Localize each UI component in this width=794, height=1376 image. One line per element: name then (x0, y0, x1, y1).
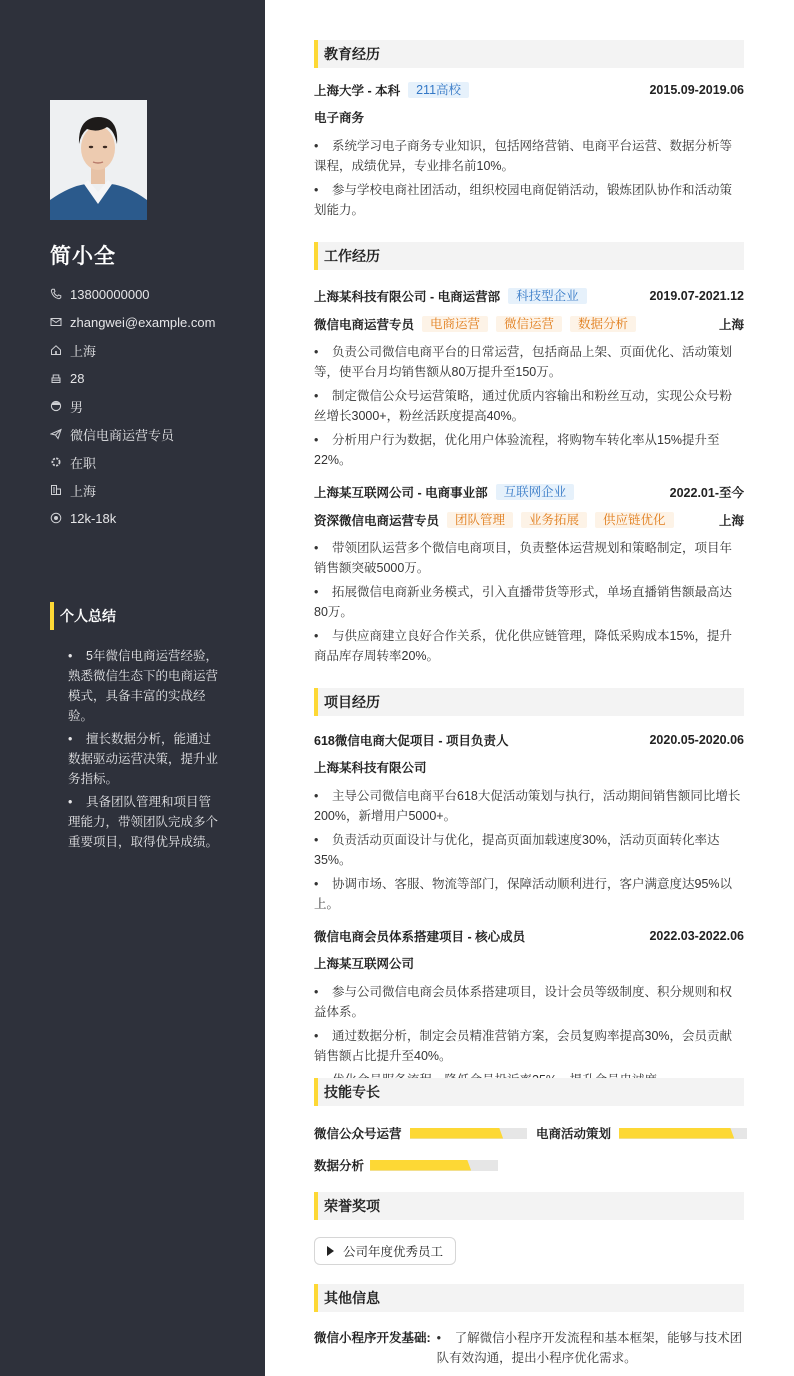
contact-status (50, 448, 215, 476)
skill-tag: 业务拓展 (521, 512, 587, 528)
candidate-name: 简小全 (50, 245, 116, 268)
bullet-item: • 与供应商建立良好合作关系，优化供应链管理，降低采购成本15%，提升商品库存周转率20%。 (314, 626, 744, 666)
skill-tag: 团队管理 (447, 512, 513, 528)
skill-bar (370, 1160, 498, 1171)
salary-icon (50, 512, 62, 524)
project-name: 微信电商会员体系搭建项目 - 核心成员 (314, 930, 526, 944)
contact-list (50, 280, 215, 532)
bullet-item: • 了解微信小程序开发流程和基本框架，能够与技术团队有效沟通，提出小程序优化需求。 (437, 1328, 744, 1368)
contact-value: 28 (70, 370, 85, 386)
contact-value: zhangwei@example.com (70, 314, 216, 330)
contact-value: 上海 (70, 483, 97, 499)
sidebar (0, 0, 265, 1376)
age-icon (50, 372, 62, 384)
project-company: 上海某互联网公司 (314, 957, 415, 971)
main-content (314, 40, 744, 1094)
project-entry (314, 730, 744, 914)
project-name: 618微信电商大促项目 - 项目负责人 (314, 734, 509, 748)
building-icon (50, 484, 62, 496)
job-bullets (314, 538, 744, 666)
contact-value: 上海 (70, 343, 97, 359)
skill-bar-fill (370, 1160, 471, 1171)
summary-list (68, 646, 218, 855)
project-header-row (314, 730, 744, 750)
education-period: 2015.09-2019.06 (649, 83, 744, 97)
contact-gender (50, 392, 215, 420)
contact-value: 13800000000 (70, 286, 150, 302)
education-section (314, 40, 744, 220)
company-name: 上海某科技有限公司 - 电商运营部 (314, 290, 501, 304)
skill-bar (410, 1128, 527, 1139)
project-header-row (314, 926, 744, 946)
contact-position (50, 420, 215, 448)
project-bullets (314, 786, 744, 914)
projects-section (314, 688, 744, 1090)
skill-bar-fill (410, 1128, 504, 1139)
avatar (50, 100, 147, 220)
summary-heading: 个人总结 (50, 602, 116, 630)
job-role: 资深微信电商运营专员 (314, 514, 440, 528)
contact-value: 微信电商运营专员 (70, 427, 175, 443)
skill-tag: 微信运营 (496, 316, 562, 332)
bullet-item: • 负责公司微信电商平台的日常运营，包括商品上架、页面优化、活动策划等，使平台月均销售额从80万提升至150万。 (314, 342, 744, 382)
company-name: 上海某互联网公司 - 电商事业部 (314, 486, 488, 500)
job-role-row (314, 510, 744, 530)
bullet-item: • 主导公司微信电商平台618大促活动策划与执行，活动期间销售额同比增长200%，新增用户5000+。 (314, 786, 744, 826)
section-heading: 教育经历 (314, 40, 744, 68)
company-tag: 科技型企业 (508, 288, 587, 304)
other-info-row (314, 1328, 744, 1372)
job-location: 上海 (718, 318, 744, 332)
skill-tag: 电商运营 (422, 316, 488, 332)
school-name: 上海大学 - 本科 (314, 84, 401, 98)
skill-tag: 供应链优化 (595, 512, 674, 528)
home-icon (50, 344, 62, 356)
skill-tag: 数据分析 (570, 316, 636, 332)
company-tag: 互联网企业 (496, 484, 575, 500)
contact-phone (50, 280, 215, 308)
bullet-item: • 参与公司微信电商会员体系搭建项目，设计会员等级制度、积分规则和权益体系。 (314, 982, 744, 1022)
section-heading: 项目经历 (314, 688, 744, 716)
contact-value: 男 (70, 399, 84, 415)
bullet-item: • 系统学习电子商务专业知识，包括网络营销、电商平台运营、数据分析等课程，成绩优异，专业排名前10%。 (314, 136, 744, 176)
major: 电子商务 (314, 111, 365, 125)
contact-salary (50, 504, 215, 532)
project-entry (314, 926, 744, 1090)
triangle-right-icon (327, 1246, 334, 1256)
school-tag: 211高校 (408, 82, 469, 98)
phone-icon (50, 288, 62, 300)
contact-value: 在职 (70, 455, 97, 471)
education-bullets (314, 136, 744, 220)
skills-heading: 技能专长 (314, 1078, 744, 1106)
bullet-item: • 参与学校电商社团活动，组织校园电商促销活动，锻炼团队协作和活动策划能力。 (314, 180, 744, 220)
job-entry (314, 286, 744, 470)
contact-email (50, 308, 215, 336)
contact-age (50, 364, 215, 392)
bullet-item: • 负责活动页面设计与优化，提高页面加载速度30%，活动页面转化率达35%。 (314, 830, 744, 870)
contact-value: 12k-18k (70, 510, 117, 526)
contact-home (50, 336, 215, 364)
project-company: 上海某科技有限公司 (314, 761, 427, 775)
skill-name: 数据分析 (314, 1159, 365, 1173)
bullet-item: • 带领团队运营多个微信电商项目，负责整体运营规划和策略制定，项目年销售额突破5000万。 (314, 538, 744, 578)
skill-item (314, 1124, 527, 1142)
skill-name: 电商活动策划 (536, 1127, 612, 1141)
work-section (314, 242, 744, 666)
other-heading: 其他信息 (314, 1284, 744, 1312)
job-period: 2022.01-至今 (669, 486, 744, 500)
skill-item (314, 1156, 498, 1174)
award-badge (314, 1237, 456, 1265)
education-header-row (314, 80, 744, 100)
award-label: 公司年度优秀员工 (343, 1245, 444, 1259)
skill-item (536, 1124, 747, 1142)
summary-item: • 擅长数据分析，能通过数据驱动运营决策，提升业务指标。 (68, 729, 218, 789)
contact-city (50, 476, 215, 504)
job-bullets (314, 342, 744, 470)
job-location: 上海 (718, 514, 744, 528)
bullet-item: • 制定微信公众号运营策略，通过优质内容输出和粉丝互动，实现公众号粉丝增长3000+，粉丝活跃度提高40%。 (314, 386, 744, 426)
summary-item: • 5年微信电商运营经验，熟悉微信生态下的电商运营模式，具备丰富的实战经验。 (68, 646, 218, 726)
mail-icon (50, 316, 62, 328)
job-role: 微信电商运营专员 (314, 318, 415, 332)
summary-item: • 具备团队管理和项目管理能力，带领团队完成多个重要项目，取得优异成绩。 (68, 792, 218, 852)
job-entry (314, 482, 744, 666)
bullet-item: • 通过数据分析，制定会员精准营销方案，会员复购率提高30%，会员贡献销售额占比提升至40%。 (314, 1026, 744, 1066)
project-period: 2020.05-2020.06 (649, 733, 744, 747)
portrait-photo (50, 100, 147, 220)
project-period: 2022.03-2022.06 (649, 929, 744, 943)
section-heading: 工作经历 (314, 242, 744, 270)
status-icon (50, 456, 62, 468)
bullet-item: • 协调市场、客服、物流等部门，保障活动顺利进行，客户满意度达95%以上。 (314, 874, 744, 914)
skill-bar (619, 1128, 747, 1139)
job-header-row (314, 286, 744, 306)
job-role-row (314, 314, 744, 334)
bullet-item: • 拓展微信电商新业务模式，引入直播带货等形式，单场直播销售额最高达80万。 (314, 582, 744, 622)
job-period: 2019.07-2021.12 (649, 289, 744, 303)
job-header-row (314, 482, 744, 502)
gender-icon (50, 400, 62, 412)
other-bullets (437, 1328, 744, 1372)
project-bullets (314, 982, 744, 1090)
honors-heading: 荣誉奖项 (314, 1192, 744, 1220)
bullet-item: • 分析用户行为数据，优化用户体验流程，将购物车转化率从15%提升至22%。 (314, 430, 744, 470)
send-icon (50, 428, 62, 440)
skill-name: 微信公众号运营 (314, 1127, 402, 1141)
skill-bar-fill (619, 1128, 734, 1139)
other-label: 微信小程序开发基础: (314, 1331, 431, 1345)
